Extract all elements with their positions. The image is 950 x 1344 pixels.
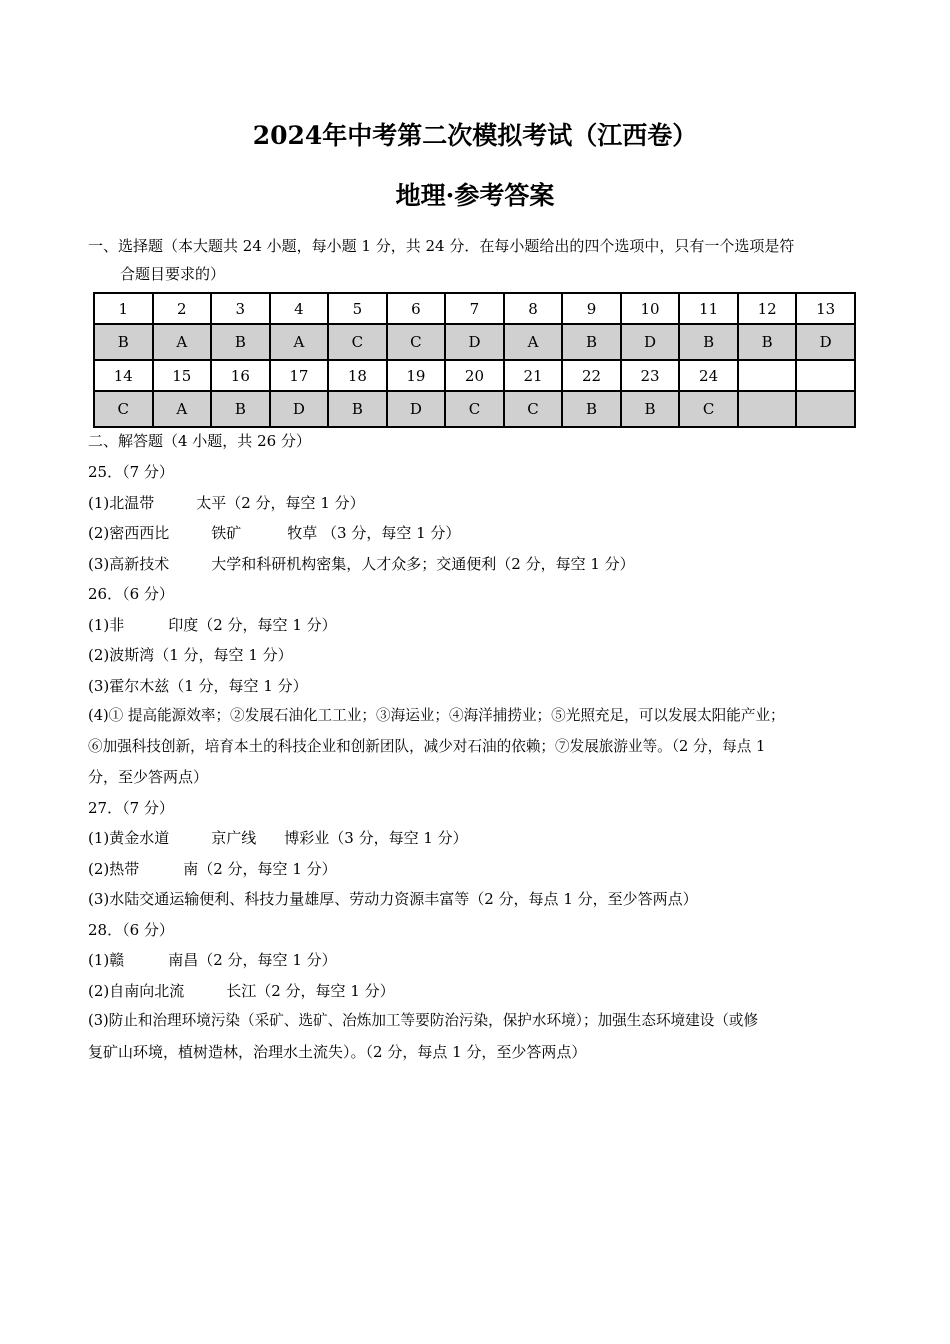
page-title: 2024年中考第二次模拟考试（江西卷） <box>252 121 698 150</box>
q26-part4-line2: ⑥加强科技创新，培育本土的科技企业和创新团队，减少对石油的依赖；⑦发展旅游业等。（2 分，每点 1 <box>88 737 766 755</box>
answer-row <box>94 324 855 360</box>
answer-cell: D <box>621 324 680 360</box>
q26-part4-line1: (4)① 提高能源效率；②发展石油化工工业；③海运业；④海洋捕捞业；⑤光照充足，可以发展太阳能产业； <box>88 707 785 724</box>
q25-part3-a: (3)高新技术 <box>88 554 170 573</box>
answer-cell: B <box>211 391 270 427</box>
section-1-heading <box>88 232 878 288</box>
answer-cell: D <box>796 324 855 360</box>
q26-part4-line3: 分，至少答两点） <box>88 768 209 786</box>
answer-row <box>94 391 855 427</box>
question-number-cell: 12 <box>738 293 797 324</box>
question-number-cell: 7 <box>445 293 504 324</box>
answer-cell: C <box>387 324 446 360</box>
q27-part2-b: 南（2 分，每空 1 分） <box>183 859 337 878</box>
q28-part2 <box>88 976 872 1007</box>
answer-cell <box>796 391 855 427</box>
question-number-cell: 16 <box>211 360 270 391</box>
answer-cell: B <box>738 324 797 360</box>
answer-cell: C <box>328 324 387 360</box>
answer-cell: B <box>328 391 387 427</box>
answer-cell: A <box>153 324 212 360</box>
q27-part3: (3)水陆交通运输便利、科技力量雄厚、劳动力资源丰富等（2 分，每点 1 分，至少答两点） <box>88 890 698 908</box>
question-number-cell: 8 <box>504 293 563 324</box>
q26-part2: (2)波斯湾（1 分，每空 1 分） <box>88 646 293 664</box>
answer-cell: A <box>270 324 329 360</box>
question-number-cell <box>738 360 797 391</box>
q26-heading: 26．（6 分） <box>88 585 174 603</box>
q27-part2-a: (2)热带 <box>88 859 140 878</box>
question-number-cell: 5 <box>328 293 387 324</box>
q27-part1-b: 京广线 <box>211 829 257 847</box>
q28-part3-line2: 复矿山环境，植树造林，治理水土流失）。（2 分，每点 1 分，至少答两点） <box>88 1042 587 1061</box>
question-number-cell: 15 <box>153 360 212 391</box>
q25-part2 <box>88 518 872 549</box>
question-number-cell: 13 <box>796 293 855 324</box>
question-number-cell: 3 <box>211 293 270 324</box>
answer-cell: C <box>679 391 738 427</box>
question-number-cell: 17 <box>270 360 329 391</box>
question-number-cell: 11 <box>679 293 738 324</box>
question-number-cell: 24 <box>679 360 738 391</box>
answer-cell: D <box>445 324 504 360</box>
answer-cell: B <box>562 391 621 427</box>
answer-cell: D <box>270 391 329 427</box>
q28-heading: 28．（6 分） <box>88 920 174 939</box>
page-subtitle: 地理·参考答案 <box>395 181 555 210</box>
question-number-cell: 9 <box>562 293 621 324</box>
q28-part1 <box>88 945 872 976</box>
section-1-heading-line2: 合题目要求的） <box>120 265 226 283</box>
q25-part2-a: (2)密西西比 <box>88 524 170 542</box>
q25-part1 <box>88 488 872 519</box>
answer-cell: D <box>387 391 446 427</box>
question-number-cell: 4 <box>270 293 329 324</box>
q25-part3 <box>88 549 872 580</box>
question-number-cell: 19 <box>387 360 446 391</box>
q25-part3-b: 大学和科研机构密集，人才众多；交通便利（2 分，每空 1 分） <box>211 554 635 573</box>
question-number-cell: 20 <box>445 360 504 391</box>
answer-cell: A <box>153 391 212 427</box>
q28-part3-line1: (3)防止和治理环境污染（采矿、选矿、冶炼加工等要防治污染，保护水环境）；加强生态环境建设（或修 <box>88 1012 759 1029</box>
q27-part2 <box>88 854 872 885</box>
answer-cell: C <box>504 391 563 427</box>
answer-cell <box>738 391 797 427</box>
answer-cell: B <box>211 324 270 360</box>
answer-cell: B <box>94 324 153 360</box>
question-number-row <box>94 293 855 324</box>
q26-part3: (3)霍尔木兹（1 分，每空 1 分） <box>88 676 308 695</box>
answer-cell: B <box>621 391 680 427</box>
question-number-cell: 18 <box>328 360 387 391</box>
q25-part1-a: (1)北温带 <box>88 493 155 512</box>
question-number-cell: 21 <box>504 360 563 391</box>
section-1-heading-line1: 一、选择题（本大题共 24 小题，每小题 1 分，共 24 分．在每小题给出的四个选项中，只有一个选项是符 <box>88 237 795 255</box>
question-number-cell: 6 <box>387 293 446 324</box>
q27-part1 <box>88 823 872 854</box>
answer-table <box>93 292 856 428</box>
q27-part1-c: 博彩业（3 分，每空 1 分） <box>284 829 468 847</box>
answers-body <box>88 457 872 1067</box>
question-number-cell: 22 <box>562 360 621 391</box>
question-number-cell: 10 <box>621 293 680 324</box>
answer-cell: B <box>562 324 621 360</box>
question-number-cell: 23 <box>621 360 680 391</box>
answer-cell: C <box>94 391 153 427</box>
question-number-row <box>94 360 855 391</box>
q27-heading: 27．（7 分） <box>88 798 174 817</box>
q26-part1 <box>88 610 872 641</box>
q28-part2-a: (2)自南向北流 <box>88 981 185 1000</box>
answer-cell: C <box>445 391 504 427</box>
answer-cell: B <box>679 324 738 360</box>
q25-part2-c: 牧草 （3 分，每空 1 分） <box>287 524 461 542</box>
question-number-cell: 14 <box>94 360 153 391</box>
question-number-cell: 1 <box>94 293 153 324</box>
q27-part1-a: (1)黄金水道 <box>88 829 170 847</box>
question-number-cell: 2 <box>153 293 212 324</box>
q28-part1-b: 南昌（2 分，每空 1 分） <box>168 951 337 969</box>
q26-part1-b: 印度（2 分，每空 1 分） <box>168 615 337 634</box>
q26-part1-a: (1)非 <box>88 615 125 634</box>
question-number-cell <box>796 360 855 391</box>
section-2-heading: 二、解答题（4 小题，共 26 分） <box>88 432 311 450</box>
answer-cell: A <box>504 324 563 360</box>
q25-part2-b: 铁矿 <box>211 524 242 542</box>
q28-part2-b: 长江（2 分，每空 1 分） <box>226 981 395 1000</box>
q25-part1-b: 太平（2 分，每空 1 分） <box>196 493 365 512</box>
q28-part1-a: (1)赣 <box>88 951 125 969</box>
q25-heading: 25．（7 分） <box>88 463 174 481</box>
